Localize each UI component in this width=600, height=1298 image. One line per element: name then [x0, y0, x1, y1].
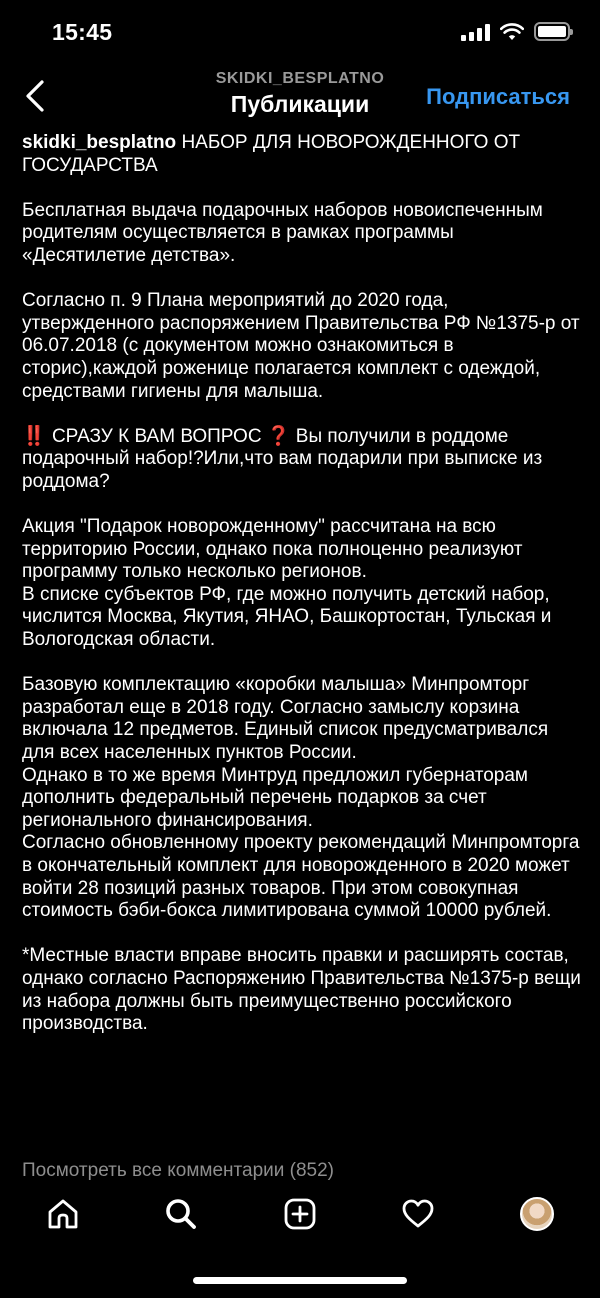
question-text: Вы получили в роддоме подарочный набор!?Или,что вам подарили при выписке из роддома?	[22, 425, 543, 492]
tab-search[interactable]	[161, 1194, 201, 1234]
caption-paragraph-1: Бесплатная выдача подарочных наборов новоиспеченным родителям осуществляется в рамках программы «Десятилетие детства».	[22, 199, 543, 266]
battery-icon	[534, 22, 570, 41]
double-exclamation-icon: ‼️	[22, 425, 43, 447]
cellular-signal-icon	[461, 23, 490, 41]
nav-header	[0, 64, 600, 130]
question-mark-icon: ❓	[266, 425, 291, 447]
tab-activity[interactable]	[398, 1194, 438, 1234]
status-bar	[0, 0, 600, 64]
home-icon	[46, 1197, 80, 1231]
question-heading: СРАЗУ К ВАМ ВОПРОС	[51, 425, 262, 447]
add-post-icon	[283, 1197, 317, 1231]
page-title: Публикации	[230, 91, 370, 117]
search-icon	[164, 1197, 198, 1231]
subscribe-button[interactable]: Подписаться	[426, 84, 570, 109]
heart-icon	[401, 1197, 435, 1231]
status-time: 15:45	[52, 19, 113, 45]
tab-profile[interactable]	[517, 1194, 557, 1234]
post-caption	[22, 132, 582, 1180]
caption-paragraph-4: Акция "Подарок новорожденному" рассчитана на всю территорию России, однако пока полноценно реализуют программу только несколько регионов. В списке субъектов РФ, где можно получить детский набор, числится Москва, Якутия, ЯНАО, Башкортостан, Тульская и Вологодская области.	[22, 516, 552, 651]
home-indicator	[193, 1277, 407, 1284]
caption-username[interactable]: skidki_besplatno	[22, 132, 177, 153]
bottom-tab-bar	[0, 1180, 600, 1298]
caption-headline	[22, 132, 582, 177]
tab-home[interactable]	[43, 1194, 83, 1234]
caption-paragraph-6: *Местные власти вправе вносить правки и расширять состав, однако согласно Распоряжению Правительства №1375-р вещи из набора должны быть преимущественно российского производства.	[22, 945, 581, 1035]
caption-title: НАБОР ДЛЯ НОВОРОЖДЕННОГО ОТ ГОСУДАРСТВА	[22, 132, 521, 176]
caption-paragraph-3	[22, 426, 582, 494]
tab-new-post[interactable]	[280, 1194, 320, 1234]
profile-avatar	[520, 1197, 554, 1231]
status-icons	[461, 22, 570, 41]
view-comments-label: Посмотреть все комментарии (852)	[22, 1160, 335, 1180]
account-name: SKIDKI_BESPLATNO	[215, 70, 385, 87]
wifi-icon	[500, 23, 524, 41]
caption-paragraph-5: Базовую комплектацию «коробки малыша» Минпромторг разработал еще в 2018 году. Согласно замыслу корзина включала 12 предметов. Единый список предусматривался для всех населенных пунктов России. Однако в то же время Минтруд предложил губернаторам дополнить федеральный перечень подарков за счет регионального финансирования. Согласно обновленному проекту рекомендаций Минпромторга в окончательный комплект для новорожденного в 2020 может войти 28 позиций разных товаров. При этом совокупная стоимость бэби-бокса лимитирована суммой 10000 рублей.	[22, 674, 580, 922]
view-comments-link[interactable]	[22, 1158, 334, 1180]
caption-paragraph-2: Согласно п. 9 Плана мероприятий до 2020 года, утвержденного распоряжением Правительства РФ №1375-р от 06.07.2018 (с документом можно ознакомиться в сторис),каждой роженице полагается комплект с одеждой, средствами гигиены для малыша.	[22, 290, 580, 402]
